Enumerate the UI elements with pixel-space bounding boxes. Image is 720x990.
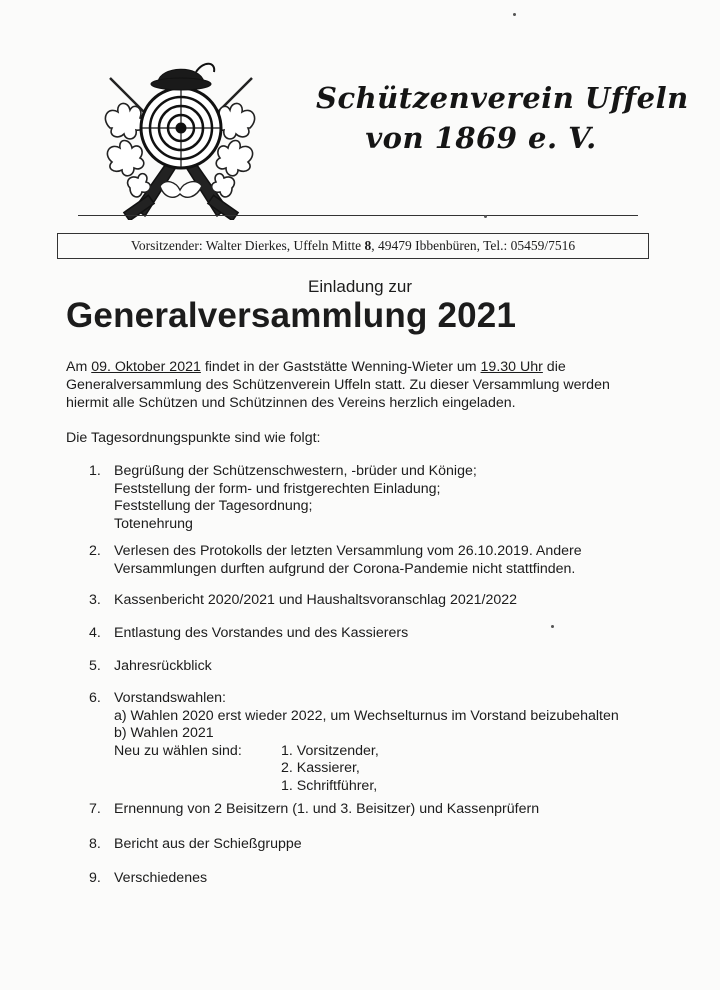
agenda-intro: Die Tagesordnungspunkte sind wie folgt: <box>66 430 321 446</box>
agenda-line: Feststellung der Tagesordnung; <box>114 498 313 514</box>
agenda-line: Begrüßung der Schützenschwestern, -brüder und Könige; <box>114 463 477 479</box>
meeting-time: 19.30 Uhr <box>480 359 543 375</box>
chairman-contact-box <box>57 233 649 259</box>
election-row-1 <box>114 743 619 761</box>
agenda-line: Feststellung der form- und fristgerechten Einladung; <box>114 480 441 497</box>
club-name-heading <box>316 78 689 158</box>
agenda-number: 6. <box>89 690 101 706</box>
agenda-line: Versammlungen durften aufgrund der Corona-Pandemie nicht stattfinden. <box>114 560 576 577</box>
agenda-number: 1. <box>89 463 101 479</box>
agenda-number: 7. <box>89 801 101 817</box>
election-position: 2. Kassierer, <box>281 760 360 776</box>
club-emblem-logo <box>100 58 262 220</box>
scan-speck <box>551 625 554 628</box>
election-position: 1. Schriftführer, <box>281 777 378 794</box>
intro-text-1: Am <box>66 359 92 375</box>
agenda-number: 4. <box>89 625 101 641</box>
club-name-line-2: von 1869 e. V. <box>365 121 597 155</box>
agenda-line: Jahresrückblick <box>114 658 212 674</box>
agenda-line: Verlesen des Protokolls der letzten Versammlung vom 26.10.2019. Andere <box>114 543 582 559</box>
agenda-number: 9. <box>89 870 101 886</box>
intro-line-3: hiermit alle Schützen und Schützinnen des Vereins herzlich eingeladen. <box>66 395 516 411</box>
header-divider <box>78 215 638 216</box>
agenda-number: 2. <box>89 543 101 559</box>
scan-speck <box>484 215 487 218</box>
invitation-paragraph <box>66 358 626 412</box>
election-row-2 <box>114 760 619 778</box>
agenda-subitem-a: a) Wahlen 2020 erst wieder 2022, um Wechselturnus im Vorstand beizubehalten <box>114 707 619 724</box>
agenda-line: Ernennung von 2 Beisitzern (1. und 3. Beisitzer) und Kassenprüfern <box>114 801 540 817</box>
agenda-number: 8. <box>89 836 101 852</box>
intro-line-2: Generalversammlung des Schützenverein Uffeln statt. Zu dieser Versammlung werden <box>66 377 610 393</box>
intro-text-2: findet in der Gaststätte Wenning-Wieter um <box>200 359 481 375</box>
agenda-line: Bericht aus der Schießgruppe <box>114 836 302 852</box>
agenda-number: 3. <box>89 592 101 608</box>
meeting-date: 09. Oktober 2021 <box>91 359 201 375</box>
contact-prefix: Vorsitzender: Walter Dierkes, Uffeln Mitte <box>130 238 365 253</box>
contact-house-number: 8 <box>364 238 372 253</box>
scan-speck <box>513 13 516 16</box>
page-title: Generalversammlung 2021 <box>66 296 517 335</box>
agenda-line: Entlastung des Vorstandes und des Kassierers <box>114 625 409 641</box>
agenda-number: 5. <box>89 658 101 674</box>
club-name-line-1: Schützenverein Uffeln <box>316 81 689 115</box>
agenda-subitem-b: b) Wahlen 2021 <box>114 725 214 741</box>
agenda-line: Totenehrung <box>114 515 193 532</box>
agenda-line: Verschiedenes <box>114 870 208 886</box>
intro-text-3: die <box>542 359 566 375</box>
election-label: Neu zu wählen sind: <box>114 742 242 759</box>
invitation-label: Einladung zur <box>308 277 412 296</box>
election-row-3 <box>114 778 619 796</box>
agenda-line: Vorstandswahlen: <box>114 690 226 706</box>
election-position: 1. Vorsitzender, <box>281 742 379 759</box>
contact-suffix: , 49479 Ibbenbüren, Tel.: 05459/7516 <box>371 238 576 253</box>
agenda-line: Kassenbericht 2020/2021 und Haushaltsvoranschlag 2021/2022 <box>114 592 518 608</box>
